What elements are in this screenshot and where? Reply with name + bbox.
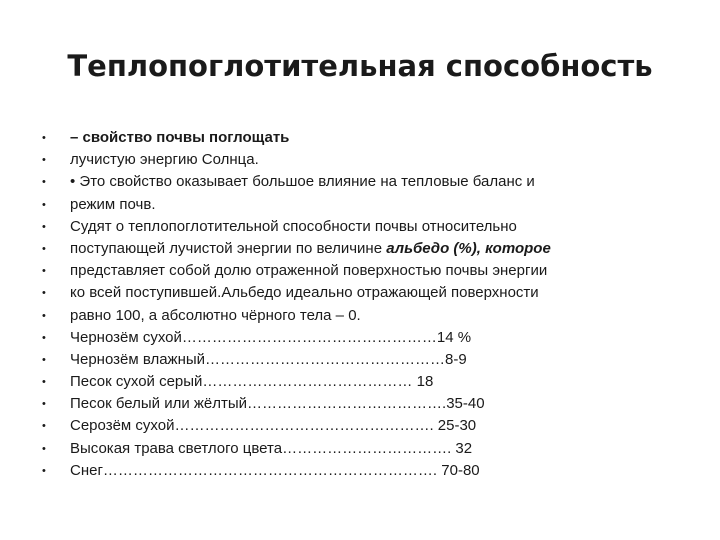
list-item-text xyxy=(70,216,517,238)
list-item-text-main: лучистую энергию Солнца. xyxy=(70,151,259,169)
list-item-text-main: режим почв. xyxy=(70,195,156,213)
list-item-text xyxy=(70,460,480,482)
bullet-dot-icon: • xyxy=(42,132,46,144)
bullet-dot-icon: • xyxy=(42,420,46,433)
bullet-dot-icon: • xyxy=(42,376,46,389)
list-item xyxy=(42,415,682,437)
slide-title: Теплопоглотительная способность xyxy=(67,49,653,83)
list-item-text-main: ко всей поступившей.Альбедо идеально отражающей поверхности xyxy=(70,284,539,302)
list-item xyxy=(42,393,682,415)
list-item xyxy=(42,194,682,216)
list-item-text-main: Песок белый или жёлтый………………………………….35-40 xyxy=(70,395,485,413)
list-item xyxy=(42,171,682,193)
bullet-dot-icon: • xyxy=(42,176,46,189)
list-item xyxy=(42,371,682,393)
list-item xyxy=(42,349,682,371)
bullet-list xyxy=(42,127,682,482)
list-item-text-main: – свойство почвы поглощать xyxy=(70,129,290,146)
list-item-text-main: Песок сухой серый…………………………………… 18 xyxy=(70,373,434,391)
bullet-dot-icon: • xyxy=(42,353,46,366)
bullet-dot-icon: • xyxy=(42,220,46,233)
list-item-text xyxy=(70,305,361,327)
list-item-text xyxy=(70,371,433,393)
list-item-text-main: Высокая трава светлого цвета……………………………. 32 xyxy=(70,439,473,457)
list-item xyxy=(42,127,682,149)
list-item-text xyxy=(70,238,551,260)
list-item-text xyxy=(70,438,472,460)
list-item-text xyxy=(70,415,476,437)
bullet-dot-icon: • xyxy=(42,464,46,477)
list-item-text xyxy=(70,149,259,171)
list-item xyxy=(42,282,682,304)
list-item-text-emphasis: альбедо (%), которое xyxy=(386,239,551,257)
list-item-text-main: Серозём сухой……………………………………………. 25-30 xyxy=(70,417,477,435)
list-item xyxy=(42,149,682,171)
list-item-text-main: Снег…………………………………………………………. 70-80 xyxy=(70,461,480,479)
list-item-text xyxy=(70,349,467,371)
bullet-dot-icon: • xyxy=(42,265,46,278)
list-item-text-main: • Это свойство оказывает большое влияние на тепловые баланс и xyxy=(70,173,535,191)
bullet-dot-icon: • xyxy=(42,198,46,211)
list-item-text-main: Чернозём влажный…………………………………………8-9 xyxy=(70,350,467,368)
bullet-dot-icon: • xyxy=(42,287,46,300)
list-item xyxy=(42,305,682,327)
bullet-dot-icon: • xyxy=(42,154,46,167)
list-item xyxy=(42,438,682,460)
list-item-text-main: Чернозём сухой……………………………………………14 % xyxy=(70,328,472,346)
list-item-text xyxy=(70,282,539,304)
list-item xyxy=(42,327,682,349)
list-item xyxy=(42,460,682,482)
list-item xyxy=(42,216,682,238)
list-item-text xyxy=(70,327,471,349)
list-item-text xyxy=(70,194,156,216)
bullet-dot-icon: • xyxy=(42,309,46,322)
list-item-text xyxy=(70,260,547,282)
list-item-text-main: равно 100, а абсолютно чёрного тела – 0. xyxy=(70,306,361,324)
list-item-text xyxy=(70,393,485,415)
list-item xyxy=(42,238,682,260)
bullet-dot-icon: • xyxy=(42,398,46,411)
bullet-dot-icon: • xyxy=(42,242,46,255)
list-item-text xyxy=(70,127,289,149)
list-item-text-main: Судят о теплопоглотительной способности почвы относительно xyxy=(70,217,517,235)
bullet-dot-icon: • xyxy=(42,442,46,455)
list-item-text-main: поступающей лучистой энергии по величине xyxy=(70,239,387,257)
list-item-text-main: представляет собой долю отраженной поверхностью почвы энергии xyxy=(70,262,548,280)
bullet-dot-icon: • xyxy=(42,331,46,344)
list-item xyxy=(42,260,682,282)
list-item-text xyxy=(70,171,535,193)
